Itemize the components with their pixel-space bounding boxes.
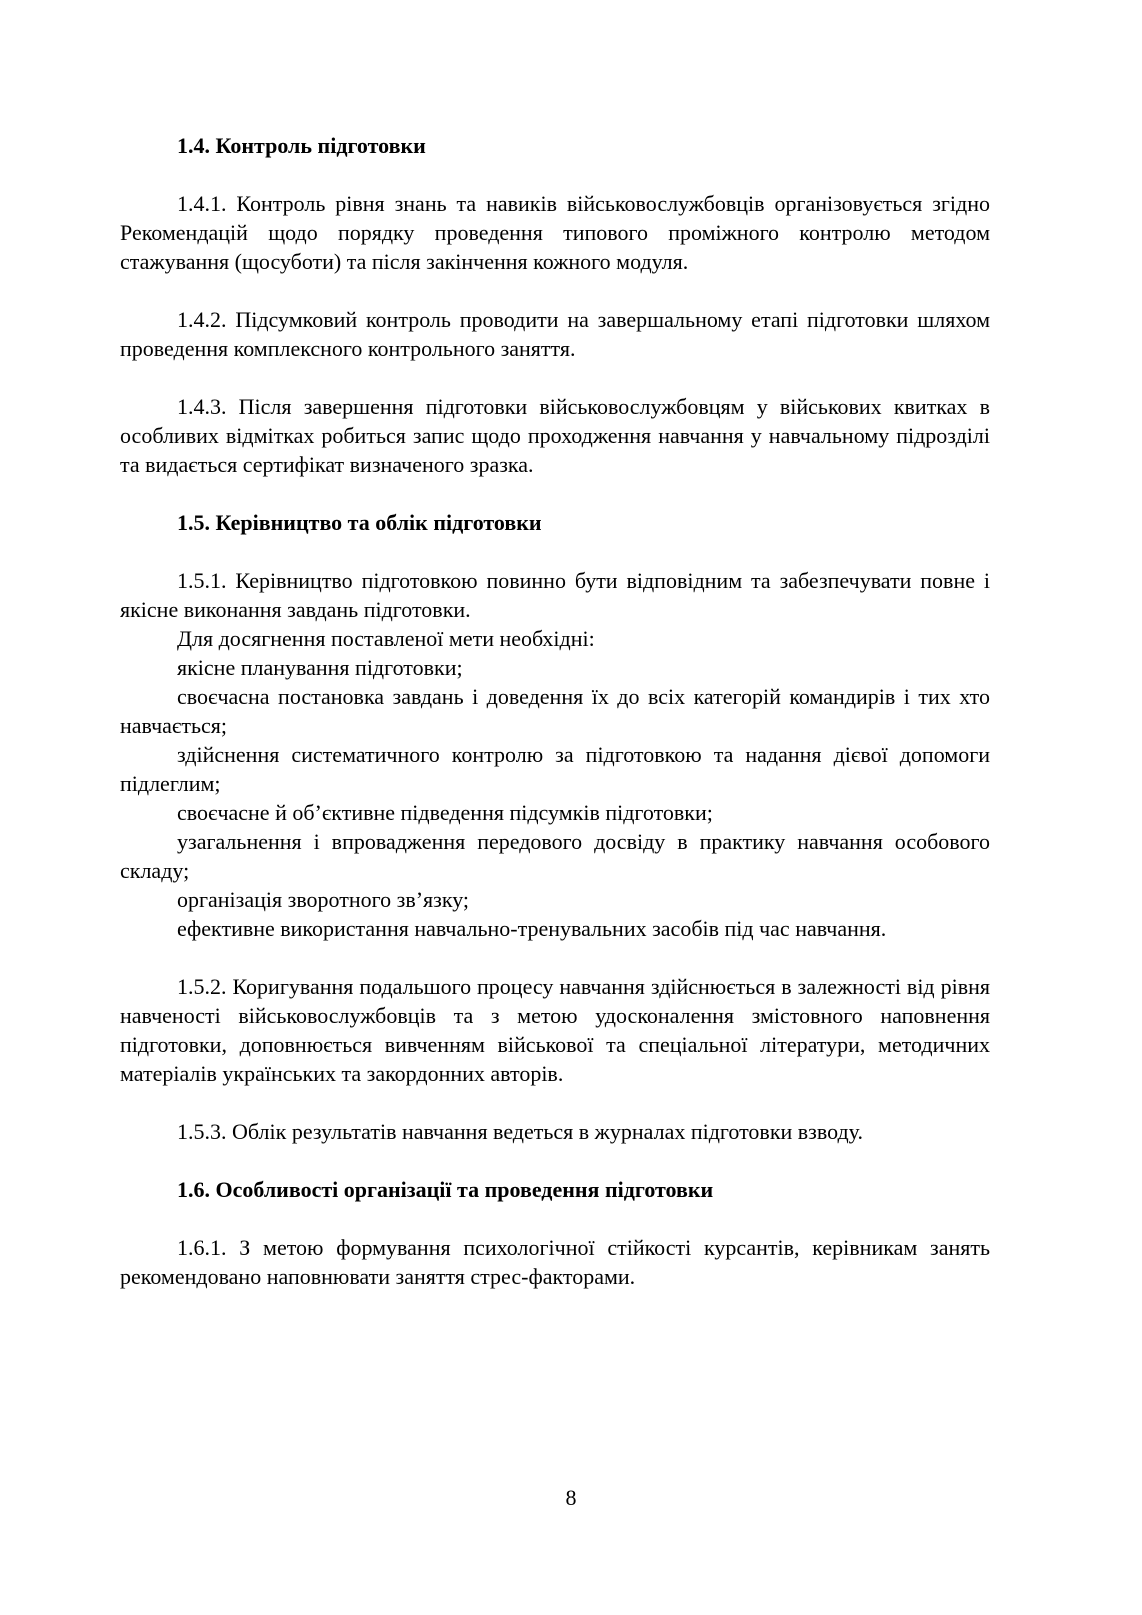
section-heading-1-5: 1.5. Керівництво та облік підготовки — [177, 510, 542, 535]
list-item-tasking: своєчасна постановка завдань і доведення їх до всіх категорій командирів і тих хто навчається; — [120, 684, 990, 738]
paragraph-1-5-3: 1.5.3. Облік результатів навчання ведеться в журналах підготовки взводу. — [177, 1119, 863, 1144]
paragraph-1-6-1: 1.6.1. З метою формування психологічної стійкості курсантів, керівникам занять рекомендовано наповнювати заняття стрес-факторами. — [120, 1235, 990, 1289]
list-item-training-aids: ефективне використання навчально-тренувальних засобів під час навчання. — [177, 916, 887, 941]
section-heading-1-6: 1.6. Особливості організації та проведення підготовки — [177, 1177, 714, 1202]
paragraph-1-4-1: 1.4.1. Контроль рівня знань та навиків військовослужбовців організовується згідно Рекомендацій щодо порядку проведення типового проміжного контролю методом стажування (щосуботи) та після закінчення кожного модуля. — [120, 191, 990, 274]
paragraph-1-5-2: 1.5.2. Коригування подальшого процесу навчання здійснюється в залежності від рівня навченості військовослужбовців та з метою удосконалення змістовного наповнення підготовки, доповнюється вивченням військової та спеціальної літератури, методичних матеріалів українських та закордонних авторів. — [120, 974, 990, 1086]
paragraph-1-4-2: 1.4.2. Підсумковий контроль проводити на завершальному етапі підготовки шляхом проведення комплексного контрольного заняття. — [120, 307, 990, 361]
list-item-planning: якісне планування підготовки; — [177, 655, 463, 680]
list-item-feedback: організація зворотного зв’язку; — [177, 887, 470, 912]
section-heading-1-4: 1.4. Контроль підготовки — [177, 133, 426, 158]
paragraph-goal-intro: Для досягнення поставленої мети необхідні: — [177, 626, 595, 651]
paragraph-1-5-1: 1.5.1. Керівництво підготовкою повинно бути відповідним та забезпечувати повне і якісне виконання завдань підготовки. — [120, 568, 990, 622]
paragraph-1-4-3: 1.4.3. Після завершення підготовки військовослужбовцям у військових квитках в особливих відмітках робиться запис щодо проходження навчання у навчальному підрозділі та видається сертифікат визначеного зразка. — [120, 394, 990, 477]
list-item-experience: узагальнення і впровадження передового досвіду в практику навчання особового складу; — [120, 829, 990, 883]
list-item-control: здійснення систематичного контролю за підготовкою та надання дієвої допомоги підлеглим; — [120, 742, 990, 796]
page-number: 8 — [565, 1485, 577, 1510]
list-item-summary: своєчасне й об’єктивне підведення підсумків підготовки; — [177, 800, 713, 825]
